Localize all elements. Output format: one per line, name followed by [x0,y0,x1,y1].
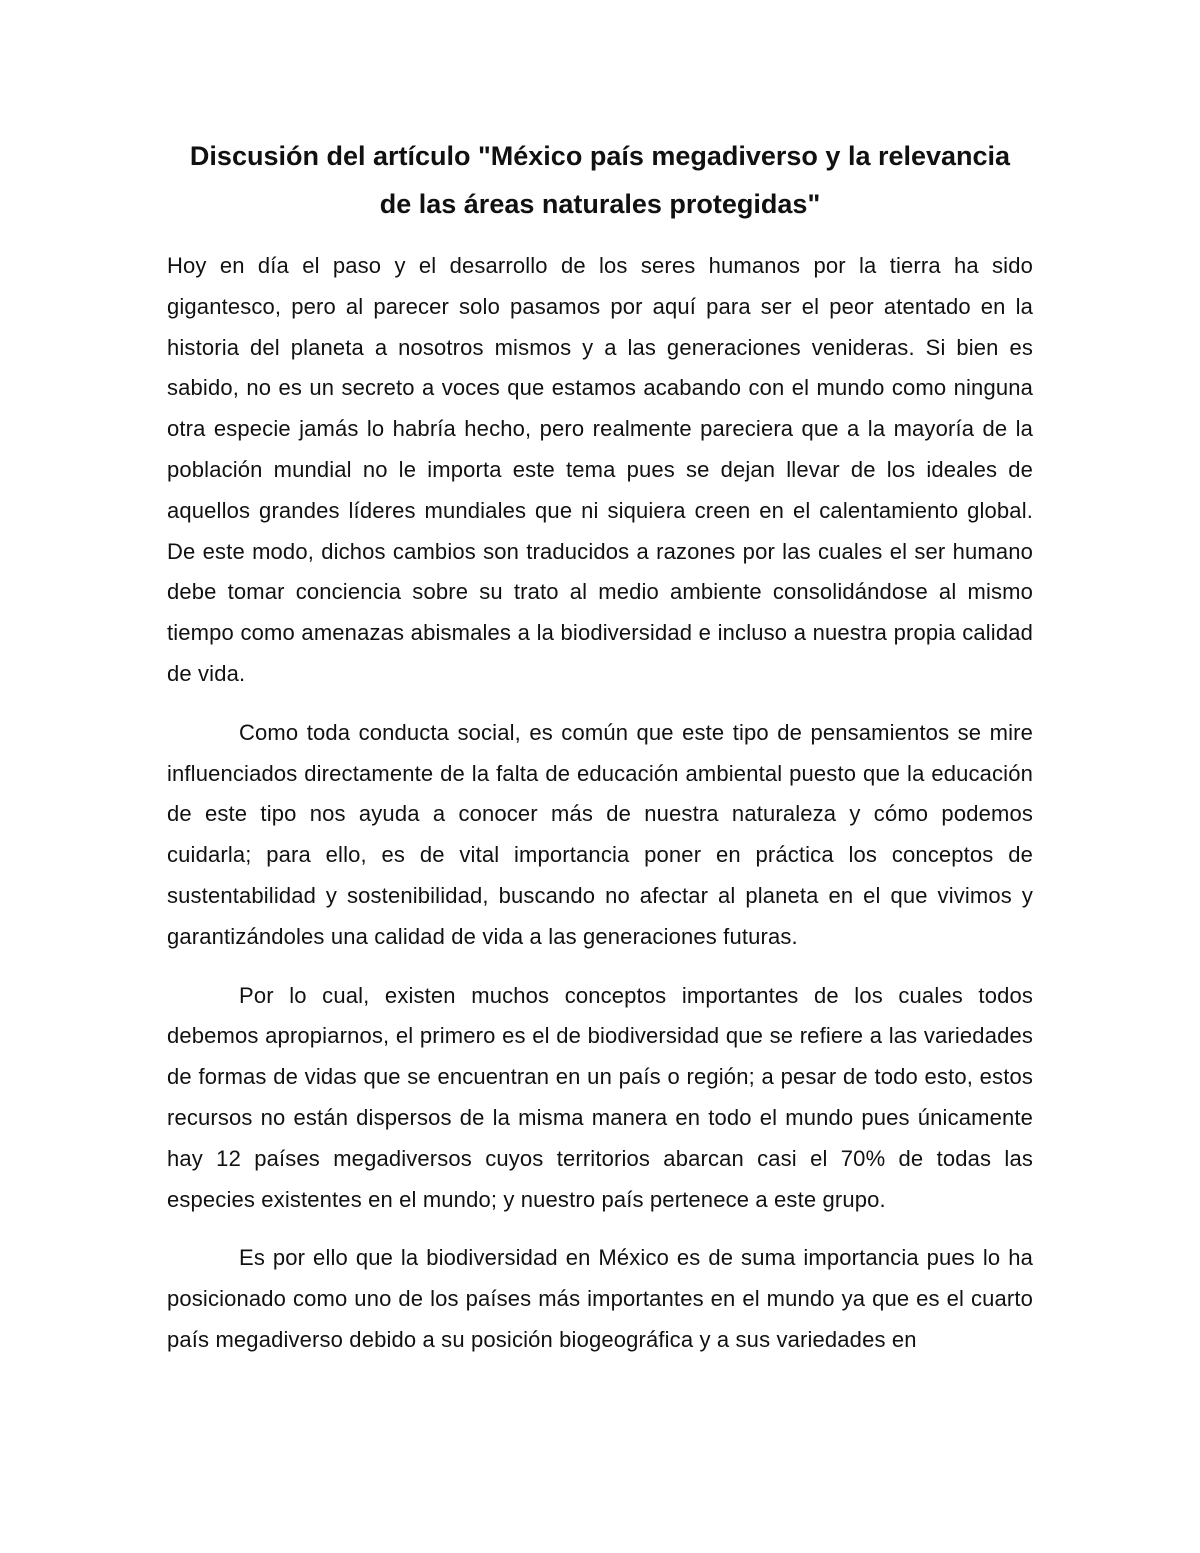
title-line-2: de las áreas naturales protegidas" [379,189,821,219]
paragraph-1: Hoy en día el paso y el desarrollo de los seres humanos por la tierra ha sido gigantesco, pero al parecer solo pasamos por aquí para ser el peor atentado en la historia del planeta a nosotros mismos y a las generaciones venideras. Si bien es sabido, no es un secreto a voces que estamos acabando con el mundo como ninguna otra especie jamás lo habría hecho, pero realmente pareciera que a la mayoría de la población mundial no le importa este tema pues se dejan llevar de los ideales de aquellos grandes líderes mundiales que ni siquiera creen en el calentamiento global. De este modo, dichos cambios son traducidos a razones por las cuales el ser humano debe tomar conciencia sobre su trato al medio ambiente consolidándose al mismo tiempo como amenazas abismales a la biodiversidad e incluso a nuestra propia calidad de vida. [167,253,1033,686]
paragraph-4: Es por ello que la biodiversidad en México es de suma importancia pues lo ha posicionado como uno de los países más importantes en el mundo ya que es el cuarto país megadiverso debido a su posición biogeográfica y a sus variedades en [167,1245,1033,1352]
title-line-1: Discusión del artículo "México país megadiverso y la relevancia [189,141,1011,171]
paragraph-2: Como toda conducta social, es común que este tipo de pensamientos se mire influenciados directamente de la falta de educación ambiental puesto que la educación de este tipo nos ayuda a conocer más de nuestra naturaleza y cómo podemos cuidarla; para ello, es de vital importancia poner en práctica los conceptos de sustentabilidad y sostenibilidad, buscando no afectar al planeta en el que vivimos y garantizándoles una calidad de vida a las generaciones futuras. [167,719,1033,949]
document-title [167,132,1033,228]
document-body [167,132,1033,1379]
paragraph-3: Por lo cual, existen muchos conceptos importantes de los cuales todos debemos apropiarnos, el primero es el de biodiversidad que se refiere a las variedades de formas de vidas que se encuentran en un país o región; a pesar de todo esto, estos recursos no están dispersos de la misma manera en todo el mundo pues únicamente hay 12 países megadiversos cuyos territorios abarcan casi el 70% de todas las especies existentes en el mundo; y nuestro país pertenece a este grupo. [167,982,1033,1212]
